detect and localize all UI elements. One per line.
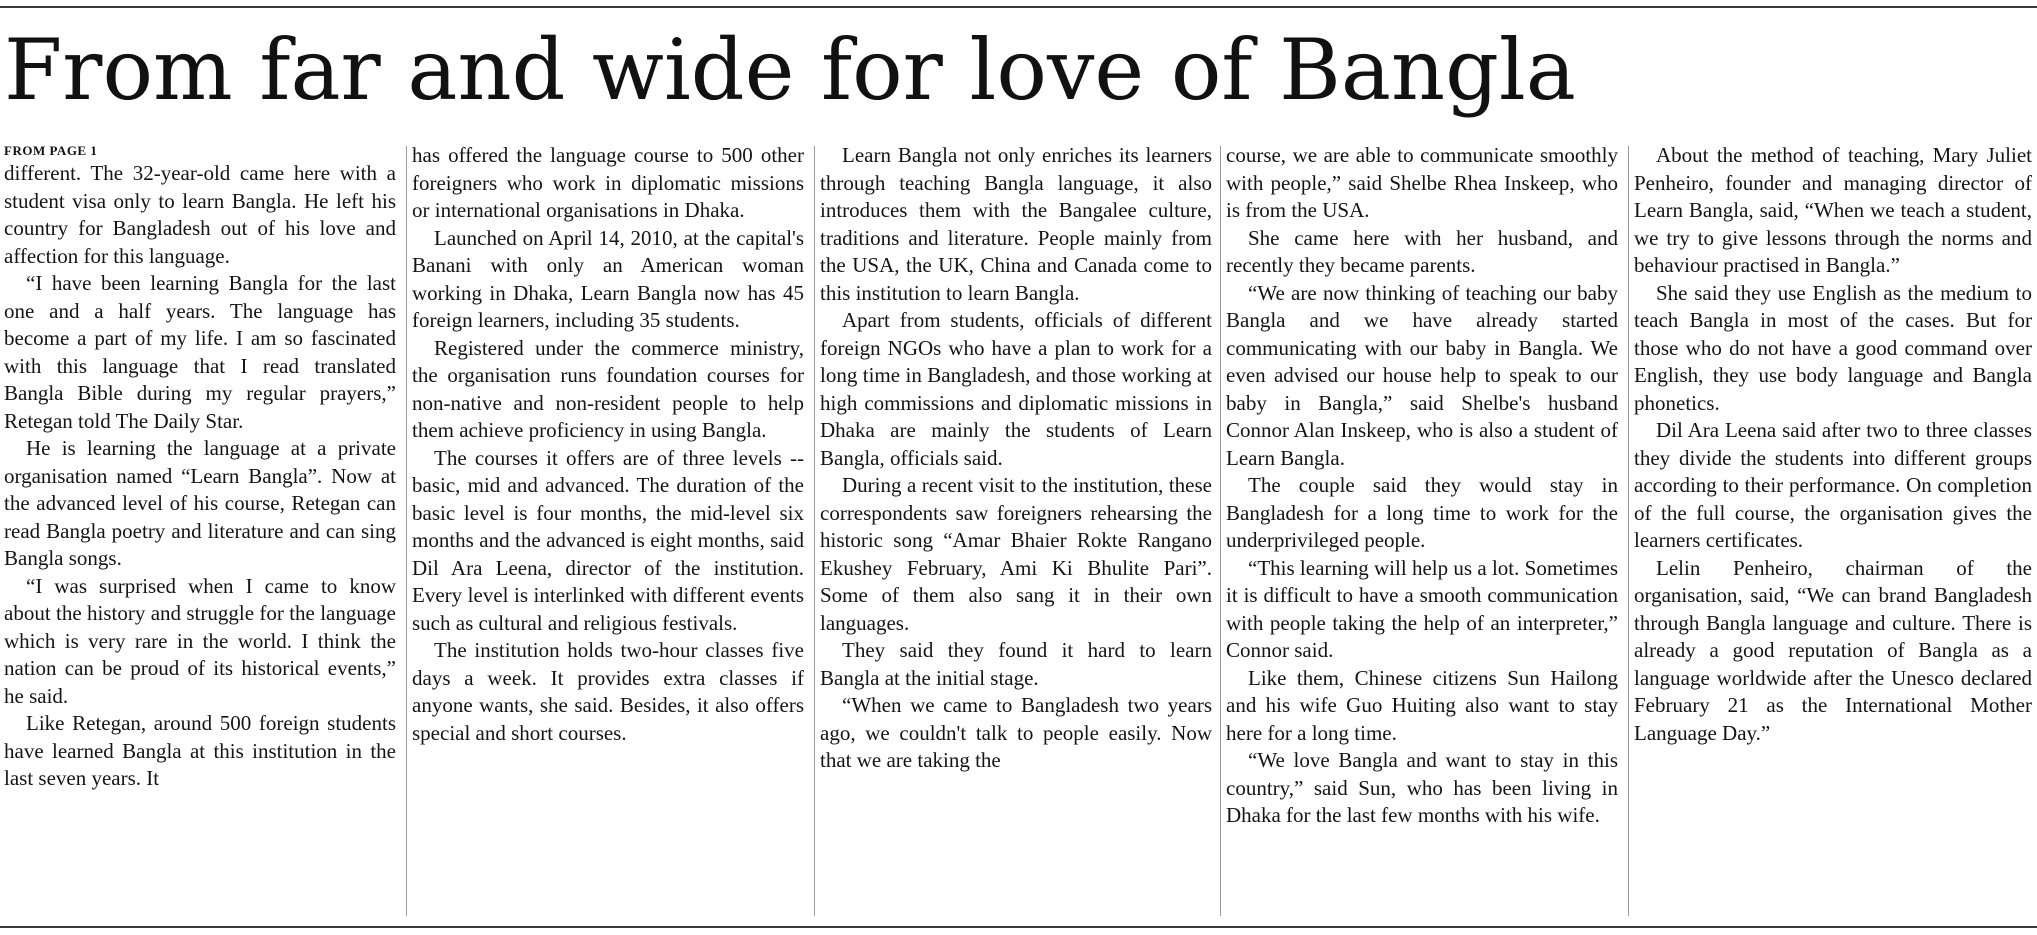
jump-kicker: FROM PAGE 1: [4, 143, 98, 158]
paragraph: She came here with her husband, and recently they became parents.: [1226, 225, 1618, 277]
paragraph: “We are now thinking of teaching our baby Bangla and we have already started communicating with our baby in Bangla. We even advised our house help to speak to our baby in Bangla,” said Shelbe's husband Connor Alan Inskeep, who is also a student of Learn Bangla.: [1226, 280, 1618, 470]
bottom-rule: [0, 926, 2037, 928]
paragraph: During a recent visit to the institution, these correspondents saw foreigners rehearsing the historic song “Amar Bhaier Rokte Rangano Ekushey February, Ami Ki Bhulite Pari”. Some of them also sang it in their own languages.: [820, 473, 1212, 635]
paragraph: course, we are able to communicate smoothly with people,” said Shelbe Rhea Inskeep, who is from the USA.: [1226, 143, 1618, 222]
paragraph: Registered under the commerce ministry, the organisation runs foundation courses for non-native and non-resident people to help them achieve proficiency in using Bangla.: [412, 335, 804, 442]
article-column-1: [4, 142, 396, 922]
paragraph: different. The 32-year-old came here with a student visa only to learn Bangla. He left his country for Bangladesh out of his love and affection for this language.: [4, 161, 396, 268]
article-column-5: [1634, 142, 2032, 922]
paragraph: The institution holds two-hour classes five days a week. It provides extra classes if anyone wants, she said. Besides, it also offers special and short courses.: [412, 638, 804, 745]
paragraph: Apart from students, officials of different foreign NGOs who have a plan to work for a long time in Bangladesh, and those working at high commissions and diplomatic missions in Dhaka are mainly the students of Learn Bangla, officials said.: [820, 308, 1212, 470]
paragraph: About the method of teaching, Mary Juliet Penheiro, founder and managing director of Learn Bangla, said, “When we teach a student, we try to give lessons through the norms and behaviour practised in Bangla.”: [1634, 143, 2032, 277]
article-body: [0, 142, 2037, 922]
paragraph: “This learning will help us a lot. Sometimes it is difficult to have a smooth communication with people taking the help of an interpreter,” Connor said.: [1226, 555, 1618, 662]
paragraph: Lelin Penheiro, chairman of the organisation, said, “We can brand Bangladesh through Bangla language and culture. There is already a good reputation of Bangla as a language worldwide after the Unesco declared February 21 as the International Mother Language Day.”: [1634, 555, 2032, 745]
paragraph: Dil Ara Leena said after two to three classes they divide the students into different groups according to their performance. On completion of the full course, the organisation gives the learners certificates.: [1634, 418, 2032, 552]
top-rule: [0, 6, 2037, 8]
paragraph: She said they use English as the medium to teach Bangla in most of the cases. But for those who do not have a good command over English, they use body language and Bangla phonetics.: [1634, 280, 2032, 415]
article-column-2: [412, 142, 804, 922]
paragraph: Launched on April 14, 2010, at the capital's Banani with only an American woman working in Dhaka, Learn Bangla now has 45 foreign learners, including 35 students.: [412, 225, 804, 332]
paragraph: Like them, Chinese citizens Sun Hailong and his wife Guo Huiting also want to stay here for a long time.: [1226, 665, 1618, 745]
paragraph: He is learning the language at a private organisation named “Learn Bangla”. Now at the advanced level of his course, Retegan can read Bangla poetry and literature and can sing Bangla songs.: [4, 436, 396, 570]
article-column-3: [820, 142, 1212, 922]
paragraph: Like Retegan, around 500 foreign students have learned Bangla at this institution in the last seven years. It: [4, 711, 396, 790]
paragraph: The courses it offers are of three levels -- basic, mid and advanced. The duration of the basic level is four months, the mid-level six months and the advanced is eight months, said Dil Ara Leena, director of the institution. Every level is interlinked with different events such as cultural and religious festivals.: [412, 445, 804, 635]
article-column-4: [1226, 142, 1618, 922]
paragraph: The couple said they would stay in Bangladesh for a long time to work for the underprivileged people.: [1226, 473, 1618, 552]
paragraph: “I was surprised when I came to know about the history and struggle for the language which is very rare in the world. I think the nation can be proud of its historical events,” he said.: [4, 573, 396, 708]
paragraph: “We love Bangla and want to stay in this country,” said Sun, who has been living in Dhaka for the last few months with his wife.: [1226, 748, 1618, 827]
paragraph: “When we came to Bangladesh two years ago, we couldn't talk to people easily. Now that we are taking the: [820, 693, 1212, 772]
headline: From far and wide for love of Bangla: [4, 21, 1576, 119]
paragraph: Learn Bangla not only enriches its learners through teaching Bangla language, it also introduces them with the Bangalee culture, traditions and literature. People mainly from the USA, the UK, China and Canada come to this institution to learn Bangla.: [820, 143, 1212, 305]
paragraph: has offered the language course to 500 other foreigners who work in diplomatic missions or international organisations in Dhaka.: [412, 143, 804, 222]
paragraph: “I have been learning Bangla for the last one and a half years. The language has become a part of my life. I am so fascinated with this language that I read translated Bangla Bible during my regular prayers,” Retegan told The Daily Star.: [4, 271, 396, 433]
paragraph: They said they found it hard to learn Bangla at the initial stage.: [820, 638, 1212, 690]
